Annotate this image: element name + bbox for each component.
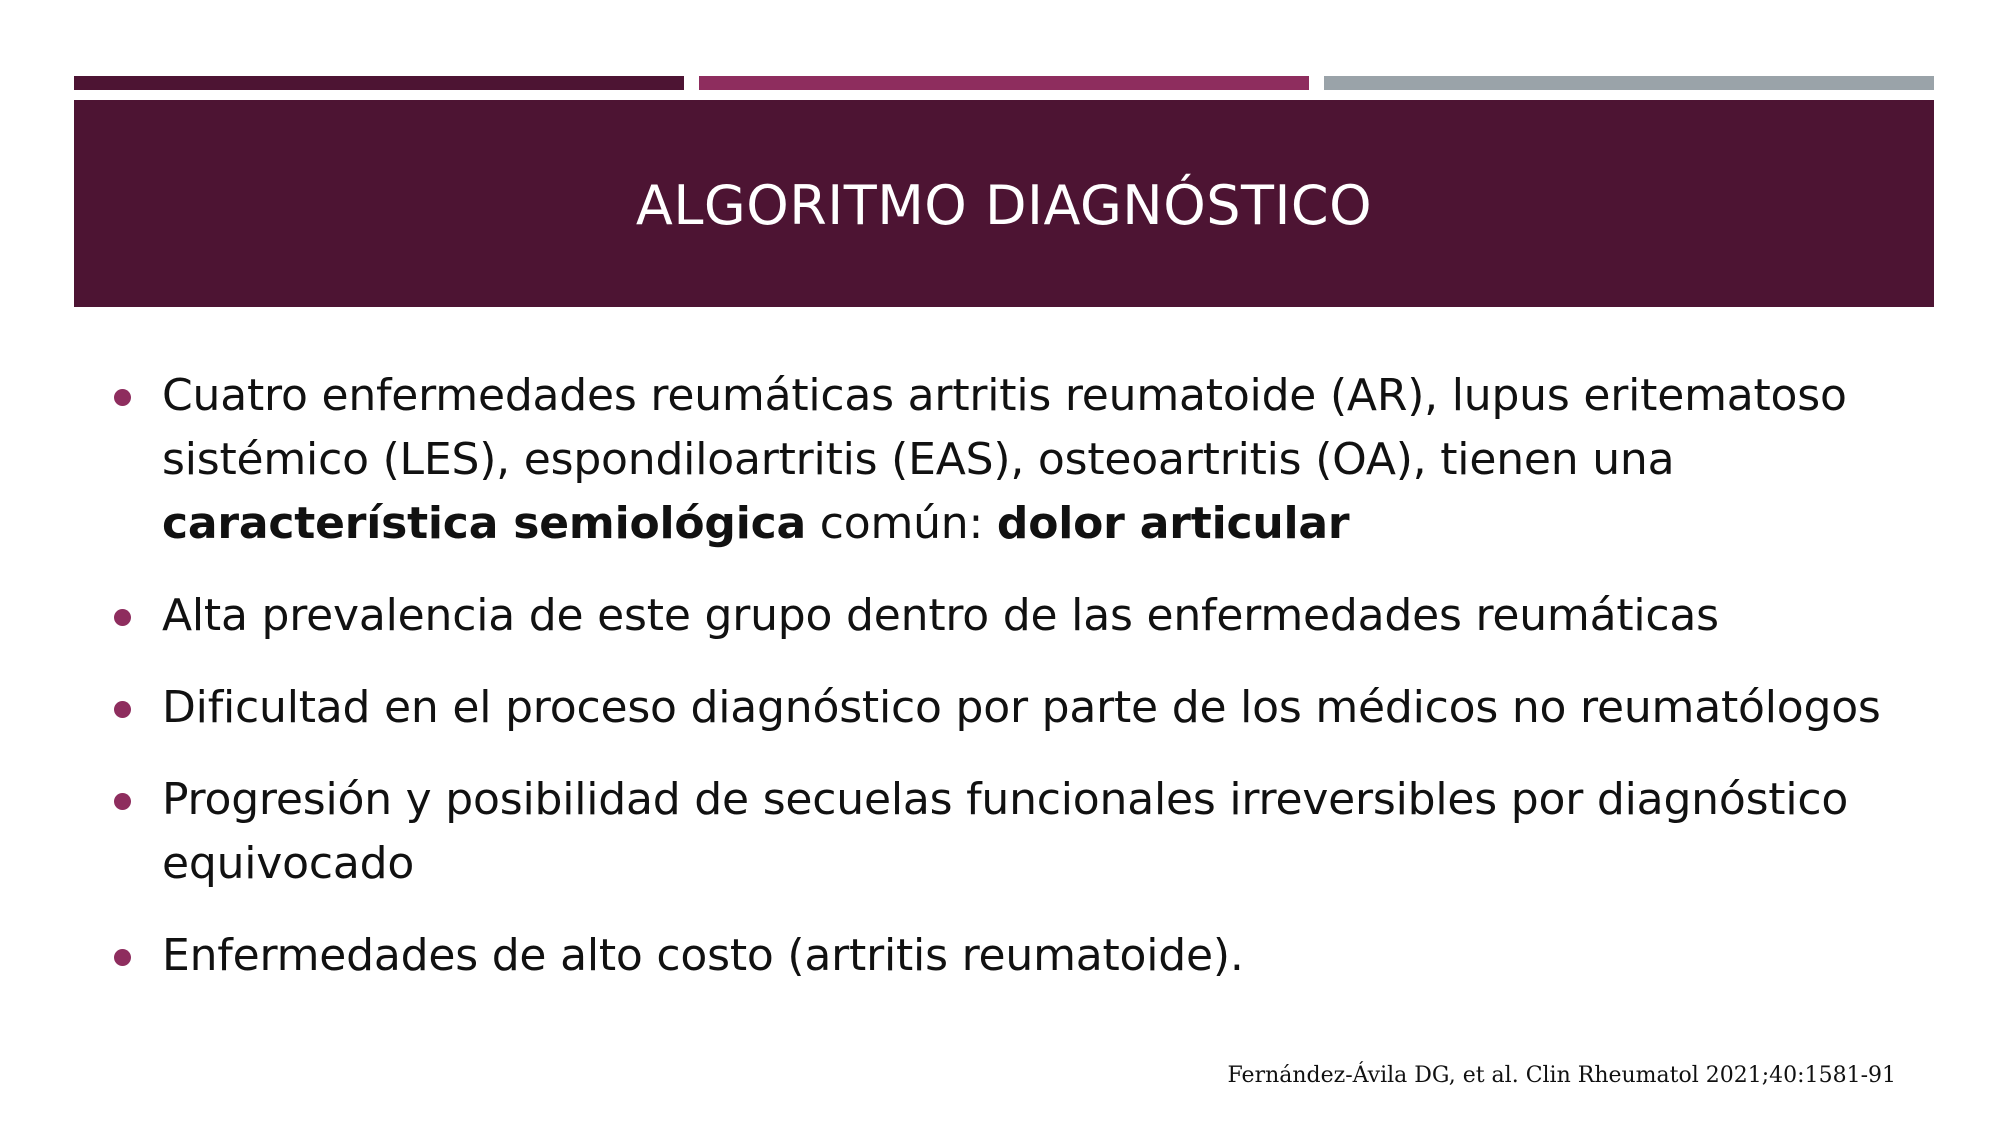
- bullet-dot-icon: [114, 701, 131, 718]
- bullet-text: Alta prevalencia de este grupo dentro de las enfermedades reumáticas: [162, 590, 1719, 641]
- bullet-dot-icon: [114, 793, 131, 810]
- citation: Fernández-Ávila DG, et al. Clin Rheumatol 2021;40:1581-91: [1227, 1063, 1896, 1088]
- bullet-item: [114, 676, 1894, 740]
- slide-title: ALGORITMO DIAGNÓSTICO: [635, 174, 1373, 237]
- bullet-text: Cuatro enfermedades reumáticas artritis reumatoide (AR), lupus eritematoso sistémico (LES), espondiloartritis (EAS), osteoartritis (OA), tienen una: [162, 370, 1847, 485]
- bullet-list: [114, 364, 1894, 1016]
- bullet-item: [114, 584, 1894, 648]
- bullet-dot-icon: [114, 949, 131, 966]
- accent-bar-primary: [74, 76, 684, 90]
- bullet-bold-text: característica semiológica: [162, 498, 806, 549]
- bullet-bold-text: dolor articular: [996, 498, 1350, 549]
- bullet-item: [114, 924, 1894, 988]
- bullet-item: [114, 364, 1894, 556]
- accent-bar-neutral: [1324, 76, 1934, 90]
- bullet-text: Dificultad en el proceso diagnóstico por parte de los médicos no reumatólogos: [162, 682, 1881, 733]
- bullet-text: Enfermedades de alto costo (artritis reumatoide).: [162, 930, 1244, 981]
- bullet-text: común:: [805, 498, 997, 549]
- bullet-dot-icon: [114, 389, 131, 406]
- bullet-text: Progresión y posibilidad de secuelas funcionales irreversibles por diagnóstico equivocado: [162, 774, 1849, 889]
- bullet-item: [114, 768, 1894, 896]
- accent-bar-accent: [699, 76, 1309, 90]
- bullet-dot-icon: [114, 609, 131, 626]
- title-band: [74, 100, 1934, 307]
